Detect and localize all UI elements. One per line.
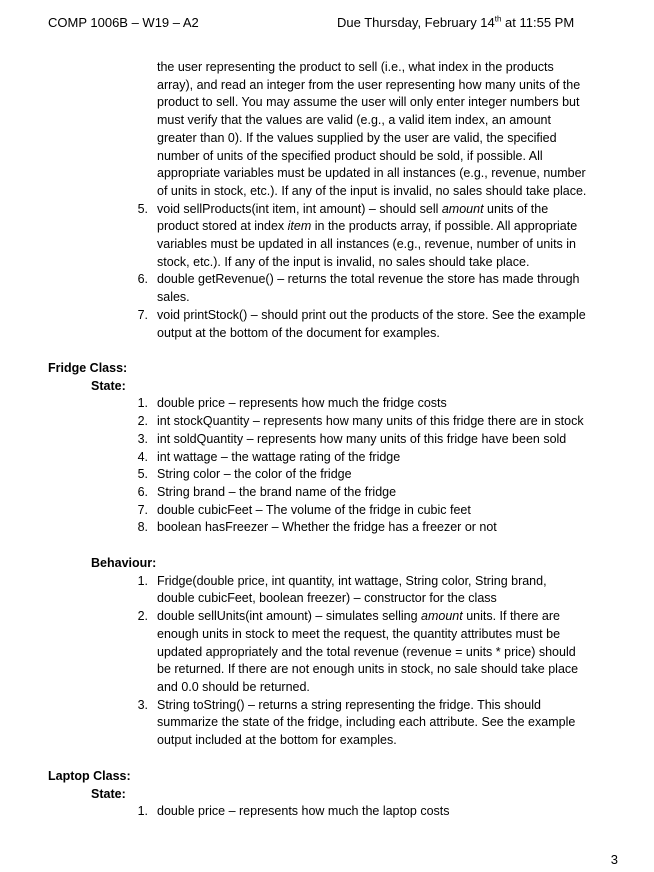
list-number: 6. — [137, 484, 148, 499]
list-number: 7. — [137, 502, 148, 517]
paragraph-line: array), and read an integer from the user representing how many units of the — [157, 77, 581, 92]
paragraph-line: greater than 0). If the values supplied by the user are valid, the specified — [157, 130, 557, 145]
list-number: 1. — [137, 396, 148, 411]
item-line: String toString() – returns a string representing the fridge. This should — [157, 697, 541, 712]
list-item-text — [157, 573, 627, 608]
item-line — [157, 201, 627, 219]
text-run: void sellProducts(int item, int amount) – should sell — [157, 201, 442, 216]
emphasis-text: item — [287, 219, 312, 234]
item-line: sales. — [157, 290, 190, 305]
fridge-class-heading: Fridge Class: — [48, 361, 128, 375]
item-line: stock, etc.). If any of the input is invalid, no sales should take place. — [157, 254, 530, 269]
text-run: units of the — [483, 201, 549, 216]
list-number: 5. — [137, 467, 148, 482]
list-number: 3. — [137, 431, 148, 446]
list-item-text — [157, 608, 627, 697]
due-date-time: at 11:55 PM — [501, 15, 575, 30]
item-line: output included at the bottom for examples. — [157, 733, 397, 747]
item-line: Fridge(double price, int quantity, int wattage, String color, String brand, — [157, 573, 547, 588]
fridge-behaviour-heading: Behaviour: — [91, 556, 157, 570]
laptop-state-heading: State: — [91, 786, 126, 801]
item-line: summarize the state of the fridge, including each attribute. See the example — [157, 715, 576, 730]
paragraph-line: of units in stock, etc.). If any of the input is invalid, no sales should take place. — [157, 183, 587, 198]
text-run: double sellUnits(int amount) – simulates selling — [157, 609, 422, 624]
list-number: 1. — [137, 573, 148, 588]
list-item-text — [157, 201, 627, 272]
item-line: void printStock() – should print out the products of the store. See the example — [157, 307, 586, 322]
paragraph-line: appropriate variables must be updated in all instances (e.g., revenue, number — [157, 166, 586, 181]
list-item-text: int wattage – the wattage rating of the fridge — [157, 449, 401, 464]
item-line: variables must be updated in all instances (e.g., revenue, number of units in — [157, 237, 576, 251]
item-line: double getRevenue() – returns the total revenue the store has made through — [157, 272, 580, 287]
list-number: 7. — [137, 307, 148, 322]
item-line: double cubicFeet, boolean freezer) – constructor for the class — [157, 591, 497, 606]
item-line: enough units in stock to meet the request, the quantity attributes must be — [157, 626, 561, 641]
header-due-date — [337, 14, 574, 32]
list-item-text: int soldQuantity – represents how many units of this fridge have been sold — [157, 431, 567, 446]
list-item-text: double price – represents how much the fridge costs — [157, 396, 447, 411]
item-line: updated appropriately and the total revenue (revenue = units * price) should — [157, 644, 576, 659]
paragraph-line: the user representing the product to sell (i.e., what index in the products — [157, 60, 554, 74]
paragraph-line: must verify that the values are valid (e.g., a valid item index, an amount — [157, 113, 551, 128]
item-line: output at the bottom of the document for examples. — [157, 325, 440, 340]
list-item-text: String brand – the brand name of the fridge — [157, 484, 397, 499]
list-item-text: boolean hasFreezer – Whether the fridge has a freezer or not — [157, 520, 497, 535]
list-item-text: String color – the color of the fridge — [157, 467, 352, 482]
list-number: 2. — [137, 609, 148, 624]
header-course: COMP 1006B – W19 – A2 — [48, 15, 199, 30]
laptop-class-heading: Laptop Class: — [48, 769, 131, 783]
emphasis-text: amount — [421, 609, 463, 624]
list-number: 4. — [137, 449, 148, 464]
emphasis-text: amount — [441, 201, 484, 216]
item-line: and 0.0 should be returned. — [157, 679, 310, 694]
page-number: 3 — [610, 852, 618, 867]
due-date-prefix: Due Thursday, February 14 — [337, 15, 495, 30]
item-line — [157, 218, 627, 236]
list-number: 2. — [137, 414, 148, 429]
fridge-state-heading: State: — [91, 378, 126, 393]
list-item-text: double cubicFeet – The volume of the fridge in cubic feet — [157, 502, 471, 517]
item-line: be returned. If there are not enough units in stock, no sale should take place — [157, 662, 579, 677]
paragraph-line: product to sell. You may assume the user will only enter integer numbers but — [157, 95, 580, 110]
list-number: 1. — [137, 804, 148, 819]
text-run: units. If there are — [462, 609, 560, 624]
list-number: 3. — [137, 697, 148, 712]
list-number: 5. — [137, 201, 148, 216]
list-item-text — [157, 697, 627, 750]
due-date-suffix-sup: th — [494, 14, 502, 24]
list-number: 8. — [137, 520, 148, 535]
list-item-text: int stockQuantity – represents how many units of this fridge there are in stock — [157, 414, 584, 429]
text-run: product stored at index — [157, 219, 288, 234]
text-run: in the products array, if possible. All appropriate — [311, 219, 578, 234]
list-item-text — [157, 307, 627, 342]
paragraph-line: number of units of the specified product should be sold, if possible. All — [157, 148, 543, 163]
list-item-text — [157, 271, 627, 306]
item-line — [157, 608, 627, 626]
list-number: 6. — [137, 272, 148, 287]
list-item-text: double price – represents how much the laptop costs — [157, 804, 450, 819]
